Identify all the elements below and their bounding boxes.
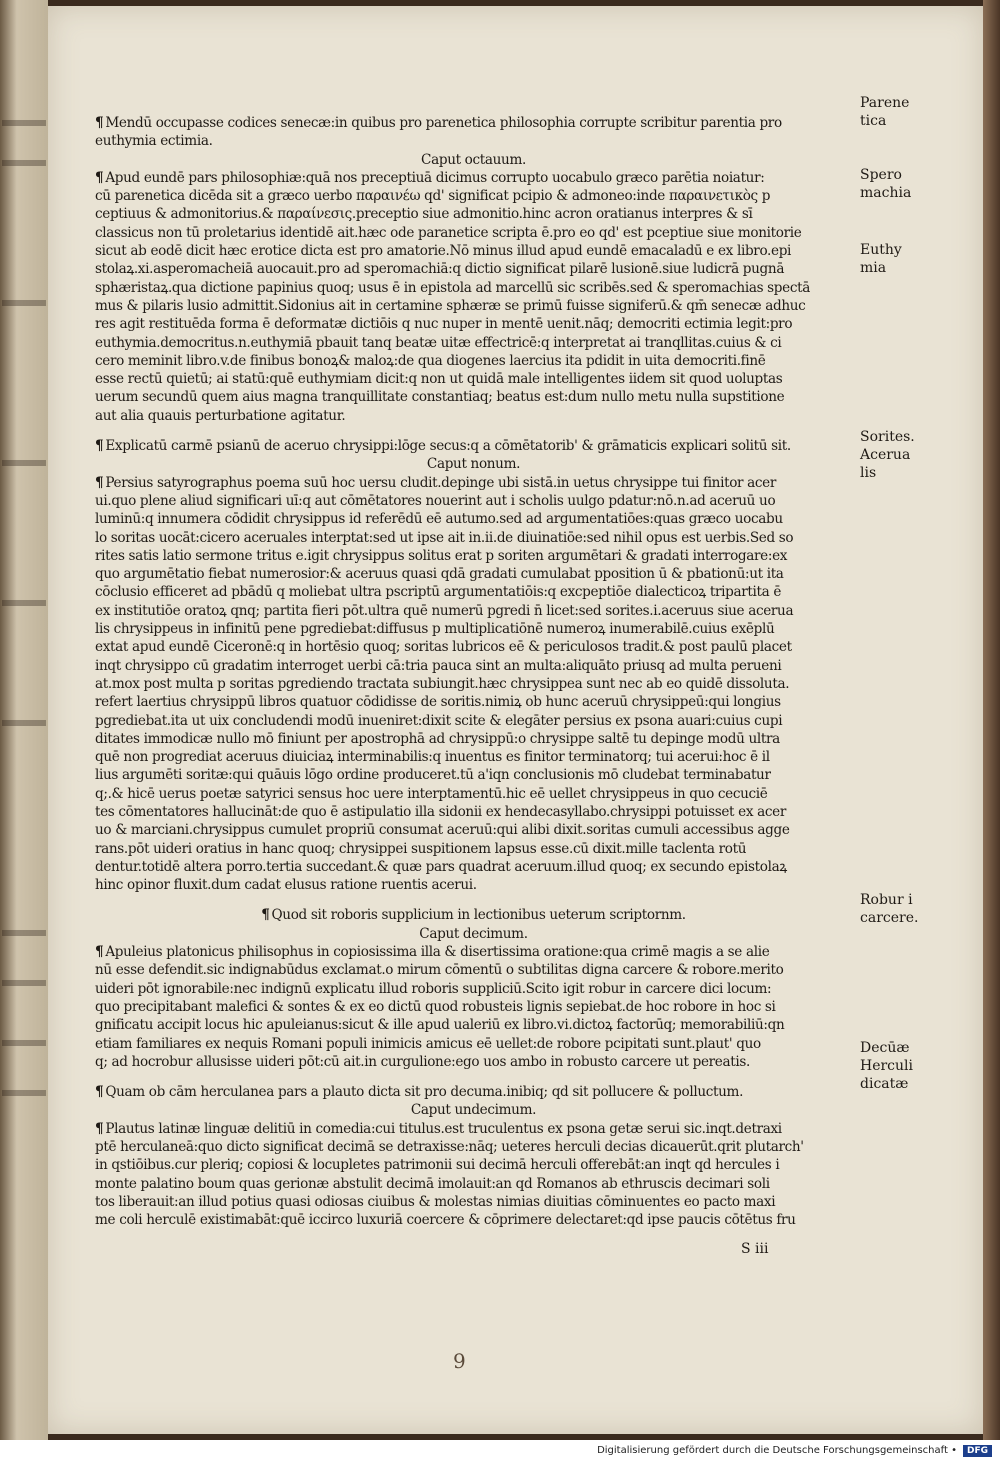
text-line — [95, 1175, 852, 1193]
margin-note-line: Parene — [860, 95, 910, 111]
text-line — [95, 492, 852, 510]
line-text: sphæristaꝝ.qua dictione papinius quoq; usus ē in epistola ad marcellū sic scribēs.sed & speromachias spectā — [95, 279, 810, 296]
line-text: uerum secundū quem aius magna tranquillitate constantiaq; beatus est:dum nullo metu nulla supstitione — [95, 389, 785, 406]
margin-note — [860, 428, 915, 482]
margin-note-line: Acerua — [860, 447, 911, 463]
text-line — [95, 547, 852, 565]
line-text: at.mox post multa p soritas pgrediendo tractata subiungit.hæc chrysippea sunt nec ab eo quidē dissoluta. — [95, 675, 790, 692]
text-line — [95, 821, 852, 839]
line-text: Quod sit roboris supplicium in lectionibus ueterum scriptornm. — [271, 907, 686, 924]
handwritten-mark: 9 — [453, 1349, 466, 1373]
footer-credit: Digitalisierung gefördert durch die Deutsche Forschungsgemeinschaft • — [597, 1445, 957, 1456]
margin-note-line: lis — [860, 465, 877, 481]
line-text: tos liberauit:an illud potius quasi odiosas ciuibus & molestas nimias diuitias cōminuentes eo pacto maxi — [95, 1193, 776, 1210]
line-text: pgrediebat.ita ut uix concludendi modū inueniret:dixit scite & elegāter persius ex psona auari:cuius cupi — [95, 712, 783, 729]
line-text: esse rectū quietū; ai statū:quē euthymiam dicit:q non ut quidā male intelligentes iidem sit quod uoluptas — [95, 371, 783, 388]
text-line — [95, 1053, 852, 1071]
text-line — [95, 1016, 852, 1034]
line-text: Plautus latinæ linguæ delitiū in comedia:cui titulus.est truculentus ex psona getæ serui sic.inqt.detraxi — [105, 1120, 782, 1137]
text-line — [95, 602, 852, 620]
line-text: stolaꝝ.xi.asperomacheiā auocauit.pro ad speromachiā:q dictio significat pilarē lusionē.siue ludicrā pugnā — [95, 261, 785, 278]
chapter-heading — [95, 906, 852, 924]
text-line — [95, 876, 852, 894]
digitization-footer — [0, 1440, 1000, 1461]
text-line — [95, 529, 852, 547]
text-line — [95, 840, 852, 858]
text-line — [95, 657, 852, 675]
text-line — [95, 730, 852, 748]
chapter-heading — [95, 455, 852, 473]
line-text: Apuleius platonicus philisophus in copiosissima illa & disertissima oratione:qua crimē magis a se alie — [105, 944, 770, 961]
text-line — [95, 748, 852, 766]
section-gap — [95, 894, 852, 906]
line-text: tes cōmentatores hallucināt:de quo ē astipulatio illa sidonii ex hendecasyllabo.chrysippi potuisset ex acer — [95, 803, 786, 820]
text-line — [95, 205, 852, 223]
line-text: inqt chrysippo cū gradatim interroget uerbi cā:tria pauca sint an multa:aliquāto priusq ad multa perueni — [95, 657, 782, 674]
line-text: cū parenetica dicēda sit a græco uerbo παραινέω qd' significat pcipio & admoneo:inde παραινετικὸς p — [95, 188, 771, 205]
book-page — [48, 6, 983, 1434]
text-line — [95, 187, 852, 205]
margin-note-line: mia — [860, 260, 887, 276]
line-text: in qstiōibus.cur pleriq; copiosi & locupletes patrimonii sui decimā herculi offerebāt:an inqt qd hercules i — [95, 1157, 780, 1174]
margin-note-line: Sorites. — [860, 429, 915, 445]
text-line — [95, 712, 852, 730]
line-text: dentur.totidē altera porro.tertia succedant.& quæ pars quadrat aceruum.illud quoq; ex secundo epistolaꝝ — [95, 858, 787, 875]
margin-note — [860, 891, 918, 927]
line-text: res agit restituēda forma ē deformatæ dictiōis q nuc nuper in mentē uenit.nāq; democriti ectimia legit:pro — [95, 316, 793, 333]
text-line — [95, 242, 852, 260]
line-text: Quam ob cām herculanea pars a plauto dicta sit pro decuma.inibiq; qd sit pollucere & polluctum. — [105, 1084, 744, 1101]
line-text: Caput decimum. — [419, 925, 528, 942]
line-text: lis chrysippeus in infinitū pene pgrediebat:diffusus p multiplicatiōnē numeroꝝ inumerabilē.cuius exēplū — [95, 621, 775, 638]
text-line — [95, 1156, 852, 1174]
text-line — [95, 766, 852, 784]
margin-note — [860, 166, 911, 202]
text-line — [95, 352, 852, 370]
line-text: lo soritas uocāt:cicero aceruales interptat:sed ut ipse ait in.ii.de diuinatiōe:sed nihil opus est uerbis.Sed so — [95, 529, 794, 546]
line-text: q; ad hocrobur allusisse uideri pōt:cū ait.in curgulione:ego uos ambo in robusto carcere ut pereatis. — [95, 1053, 750, 1070]
line-text: Caput undecimum. — [410, 1102, 537, 1119]
line-text: monte palatino boum quas gerionæ abstulit decimā imolauit:an qd Romanos ab ethruscis decimari soli — [95, 1175, 770, 1192]
margin-note-line: machia — [860, 185, 912, 201]
line-text: classicus non tū proletarius identidē ait.hæc ode paranetice scripta ē.pro eo qd' est pceptiue siue monitorie — [95, 224, 802, 241]
text-line — [95, 1138, 852, 1156]
line-text: me coli herculē existimabāt:quē iccirco luxuriā coercere & cōprimere delectaret:qd ipse paucis cōtētus fru — [95, 1212, 796, 1229]
text-line — [95, 638, 852, 656]
line-text: ptē herculaneā:quo dicto significat decimā se detraxisse:nāq; ueteres herculi decias dicauerūt.qrit plutarch' — [95, 1139, 804, 1156]
line-text: q;.& hicē uerus poetæ satyrici sensus hoc uere interptamentū.hic eē uellet chrysippeus in quo cecuciē — [95, 785, 768, 802]
line-text: gnificatu accipit locus hic apuleianus:sicut & ille apud ualeriū ex libro.vi.dictoꝝ factorūq; memorabiliū:qn — [95, 1017, 785, 1034]
line-text: ceptiuus & admonitorius.& παραίνεσις.preceptio siue admonitio.hinc acron oratianus interpres & sī — [95, 206, 753, 223]
section-gap — [95, 1071, 852, 1083]
text-line — [95, 1211, 852, 1229]
margin-note-line: carcere. — [860, 910, 919, 926]
text-line — [95, 297, 852, 315]
text-line — [95, 370, 852, 388]
text-line — [95, 169, 852, 187]
line-text: uo & marciani.chrysippus cumulet propriū consumat aceruū:qui alibi dixit.soritas cumuli accessibus agge — [95, 822, 790, 839]
line-text: etiam familiares ex nequis Romani populi inimicis amicus eē uellet:de robore pcipitati sunt.plaut' quo — [95, 1035, 761, 1052]
margin-note-line: Spero — [860, 167, 902, 183]
line-text: Caput octauum. — [421, 151, 526, 168]
line-text: Persius satyrographus poema suū hoc uersu cludit.depinge ubi sistā.in uetus chrysippe tui finitor acer — [105, 474, 777, 491]
paragraph-mark-icon: ¶ — [95, 1120, 104, 1137]
chapter-heading — [95, 1101, 852, 1119]
line-text: cōclusio efficeret ad pbādū q moliebat ultra pscriptū argumentatiōis:q excpeptiōe dialecticoꝝ tripartita ē — [95, 584, 782, 601]
text-line — [95, 998, 852, 1016]
line-text: nū esse defendit.sic indignabūdus exclamat.o mirum cōmentū o subtilitas digna carcere & robore.merito — [95, 962, 784, 979]
text-line — [95, 224, 852, 242]
margin-note — [860, 94, 909, 130]
text-line — [95, 388, 852, 406]
text-line — [95, 1193, 852, 1211]
paragraph-mark-icon: ¶ — [95, 474, 104, 491]
margin-note-line: tica — [860, 113, 887, 129]
line-text: ditates immodicæ nullo mō finiunt per apostrophā ad chrysippū:o chrysippe saltē tu depinge modū ultra — [95, 730, 780, 747]
paragraph-mark-icon: ¶ — [95, 1084, 104, 1101]
line-text: euthymia ectimia. — [95, 133, 213, 150]
chapter-heading — [95, 151, 852, 169]
text-line — [95, 961, 852, 979]
text-line — [95, 260, 852, 278]
line-text: uideri pōt ignorabile:nec indignū explicatu illud roboris suppliciū.Scito igit robur in carcere dici locum: — [95, 980, 772, 997]
paragraph-mark-icon: ¶ — [95, 944, 104, 961]
dfg-logo: DFG — [963, 1445, 992, 1457]
margin-note — [860, 1039, 913, 1093]
text-line — [95, 1035, 852, 1053]
text-line — [95, 474, 852, 492]
line-text: Caput nonum. — [426, 456, 521, 473]
text-line — [95, 785, 852, 803]
margin-note — [860, 241, 902, 277]
text-line — [95, 1120, 852, 1138]
text-line — [95, 407, 852, 425]
paragraph-mark-icon: ¶ — [95, 438, 104, 455]
line-text: aut alia quauis perturbatione agitatur. — [95, 407, 346, 424]
line-text: sicut ab eodē dicit hæc erotice dicta est pro amatorie.Nō minus illud apud eundē emacaladū e ex libro.epi — [95, 243, 792, 260]
text-line — [95, 803, 852, 821]
line-text: quē non progrediat aceruus diuiciaꝝ interminabilis:q inuentus es finitor terminatorq; tui acerui:hoc ē il — [95, 749, 770, 766]
line-text: cero meminit libro.v.de finibus bonoꝝ& maloꝝ:de qua diogenes laercius ita pdidit in uita democriti.finē — [95, 352, 766, 369]
text-line — [95, 858, 852, 876]
line-text: quo precipitabant malefici & sontes & ex eo dictū quod robusteis lignis sepiebat.de hoc robore in hoc si — [95, 998, 776, 1015]
line-text: ex institutiōe oratoꝝ qnq; partita fieri pōt.ultra quē numerū pgredi n̄ licet:sed sorites.i.aceruus siue acerua — [95, 602, 794, 619]
margin-note-line: dicatæ — [860, 1076, 909, 1092]
text-line — [95, 1083, 852, 1101]
text-line — [95, 114, 852, 132]
line-text: Mendū occupasse codices senecæ:in quibus pro parenetica philosophia corrupte scribitur parentia pro — [105, 115, 782, 131]
margin-note-line: Herculi — [860, 1058, 913, 1074]
margin-note-line: Robur i — [860, 892, 913, 908]
text-line — [95, 279, 852, 297]
line-text: rites satis latio sermone tritus e.igit chrysippus solitus erat p soriten argumētari & gradati interrogare:ex — [95, 547, 788, 564]
text-line — [95, 693, 852, 711]
text-line — [95, 620, 852, 638]
text-line — [95, 315, 852, 333]
text-line — [95, 675, 852, 693]
line-text: rans.pōt uideri oratius in hanc quoq; chrysippei suspitionem lapsus esse.cū dixit.mille taclenta rotū — [95, 840, 747, 857]
chapter-heading — [95, 925, 852, 943]
line-text: mus & pilaris lusio admittit.Sidonius ait in certamine sphæræ se primū fuisse signiferū.& qm̄ senecæ adhuc — [95, 297, 806, 314]
paragraph-mark-icon: ¶ — [95, 169, 104, 186]
text-line — [95, 334, 852, 352]
text-line — [95, 943, 852, 961]
line-text: ui.quo plene aliud significari uī:q aut cōmētatores nouerint aut i scholis uulgo pdatur:nō.n.ad aceruū uo — [95, 492, 776, 509]
signature-mark: S iii — [741, 1241, 769, 1257]
text-line — [95, 565, 852, 583]
text-line — [95, 583, 852, 601]
paragraph-mark-icon: ¶ — [261, 907, 270, 924]
line-text: refert laertius chrysippū libros quatuor cōdidisse de soritis.nimiꝝ ob hunc aceruū chrysippeū:qui longius — [95, 694, 781, 711]
margin-note-line: Euthy — [860, 242, 902, 258]
line-text: hinc opinor fluxit.dum cadat elusus ratione ruentis acerui. — [95, 877, 477, 894]
line-text: lius argumēti soritæ:qui quāuis lōgo ordine produceret.tū a'iqn conclusionis mō cludebat terminabatur — [95, 767, 771, 784]
line-text: Apud eundē pars philosophiæ:quā nos preceptiuā dicimus corrupto uocabulo græco parētia noiatur: — [105, 169, 765, 186]
line-text: quo argumētatio fiebat numerosior:& aceruus quasi qdā gradati cumulabat pposition ū & pbationū:ut ita — [95, 566, 784, 583]
paragraph-mark-icon: ¶ — [95, 115, 104, 131]
main-text-block — [95, 114, 852, 1230]
line-text: euthymia.democritus.n.euthymiā pbauit tanq beatæ uitæ effectricē:q interpretat ai tranqllitas.cuius & ci — [95, 334, 782, 351]
text-line — [95, 510, 852, 528]
text-line — [95, 132, 852, 150]
text-line — [95, 437, 852, 455]
line-text: extat apud eundē Ciceronē:q in hortēsio quoq; soritas lubricos eē & periculosos tradit.& post paulū placet — [95, 639, 792, 656]
text-line — [95, 980, 852, 998]
page-right-edge — [983, 0, 1000, 1440]
facing-page-edge — [0, 0, 48, 1440]
line-text: luminū:q innumera cōdidit chrysippus id referēdū eē autumo.sed ad argumentatiōes:quas græco uocabu — [95, 511, 783, 528]
line-text: Explicatū carmē psianū de aceruo chrysippi:lōge secus:q a cōmētatorib' & grāmaticis explicari solitū sit. — [105, 438, 791, 455]
margin-note-line: Decūæ — [860, 1040, 910, 1056]
section-gap — [95, 425, 852, 437]
